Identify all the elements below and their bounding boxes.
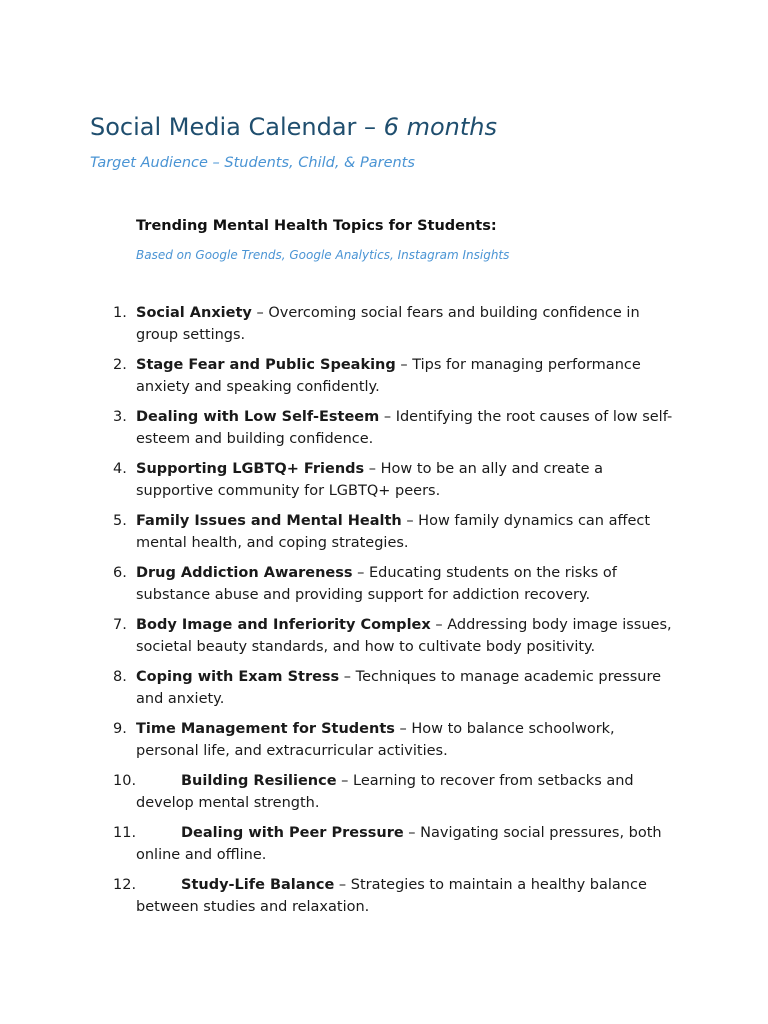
topic-description: – Overcoming social fears and building confidence in group settings. [136, 305, 640, 343]
topic-description: – Learning to recover from setbacks and develop mental strength. [136, 773, 634, 811]
topic-description: – Educating students on the risks of substance abuse and providing support for addiction recovery. [136, 565, 617, 603]
topic-name: Drug Addiction Awareness [136, 565, 353, 581]
topic-description: – Navigating social pressures, both online and offline. [136, 825, 662, 863]
topic-name: Supporting LGBTQ+ Friends [136, 461, 365, 477]
section-heading: Trending Mental Health Topics for Students: [136, 218, 497, 234]
topic-name: Social Anxiety [136, 305, 252, 321]
topic-name: Stage Fear and Public Speaking [136, 357, 396, 373]
list-item [0, 771, 676, 814]
list-item-number: 10. [113, 773, 137, 789]
section-source-note: Based on Google Trends, Google Analytics, Instagram Insights [136, 248, 510, 262]
list-item [0, 459, 676, 502]
topic-name: Dealing with Peer Pressure [181, 825, 404, 841]
list-item [0, 823, 676, 866]
list-item-number: 1. [113, 305, 127, 321]
topic-description: – How to be an ally and create a supportive community for LGBTQ+ peers. [136, 461, 604, 499]
list-item [0, 719, 676, 762]
page-title-main: Social Media Calendar – [90, 113, 384, 141]
topic-description: – Strategies to maintain a healthy balance between studies and relaxation. [136, 877, 647, 915]
page-title [90, 113, 497, 141]
list-item-number: 8. [113, 669, 127, 685]
topic-name: Building Resilience [181, 773, 337, 789]
topic-name: Dealing with Low Self-Esteem [136, 409, 380, 425]
list-item [0, 563, 676, 606]
list-item-number: 11. [113, 825, 137, 841]
list-item [0, 407, 676, 450]
list-item-number: 6. [113, 565, 127, 581]
list-item-number: 12. [113, 877, 137, 893]
list-item-number: 2. [113, 357, 127, 373]
topic-name: Time Management for Students [136, 721, 395, 737]
list-item [0, 511, 676, 554]
list-item-number: 5. [113, 513, 127, 529]
list-item-number: 3. [113, 409, 127, 425]
list-item [0, 615, 676, 658]
list-item-number: 7. [113, 617, 127, 633]
topic-name: Study-Life Balance [181, 877, 335, 893]
topic-description: – Identifying the root causes of low self-esteem and building confidence. [136, 409, 673, 447]
topic-list [0, 303, 768, 927]
topic-name: Coping with Exam Stress [136, 669, 340, 685]
topic-description: – Tips for managing performance anxiety and speaking confidently. [136, 357, 641, 395]
topic-description: – Addressing body image issues, societal beauty standards, and how to cultivate body positivity. [136, 617, 672, 655]
list-item-number: 9. [113, 721, 127, 737]
topic-name: Family Issues and Mental Health [136, 513, 402, 529]
page-subtitle: Target Audience – Students, Child, & Parents [90, 155, 415, 171]
topic-description: – Techniques to manage academic pressure and anxiety. [136, 669, 662, 707]
page-title-italic: 6 months [383, 113, 497, 141]
topic-name: Body Image and Inferiority Complex [136, 617, 431, 633]
list-item-number: 4. [113, 461, 127, 477]
topic-description: – How family dynamics can affect mental health, and coping strategies. [136, 513, 651, 551]
list-item [0, 875, 676, 918]
list-item [0, 355, 676, 398]
list-item [0, 667, 676, 710]
topic-description: – How to balance schoolwork, personal life, and extracurricular activities. [136, 721, 615, 759]
list-item [0, 303, 676, 346]
